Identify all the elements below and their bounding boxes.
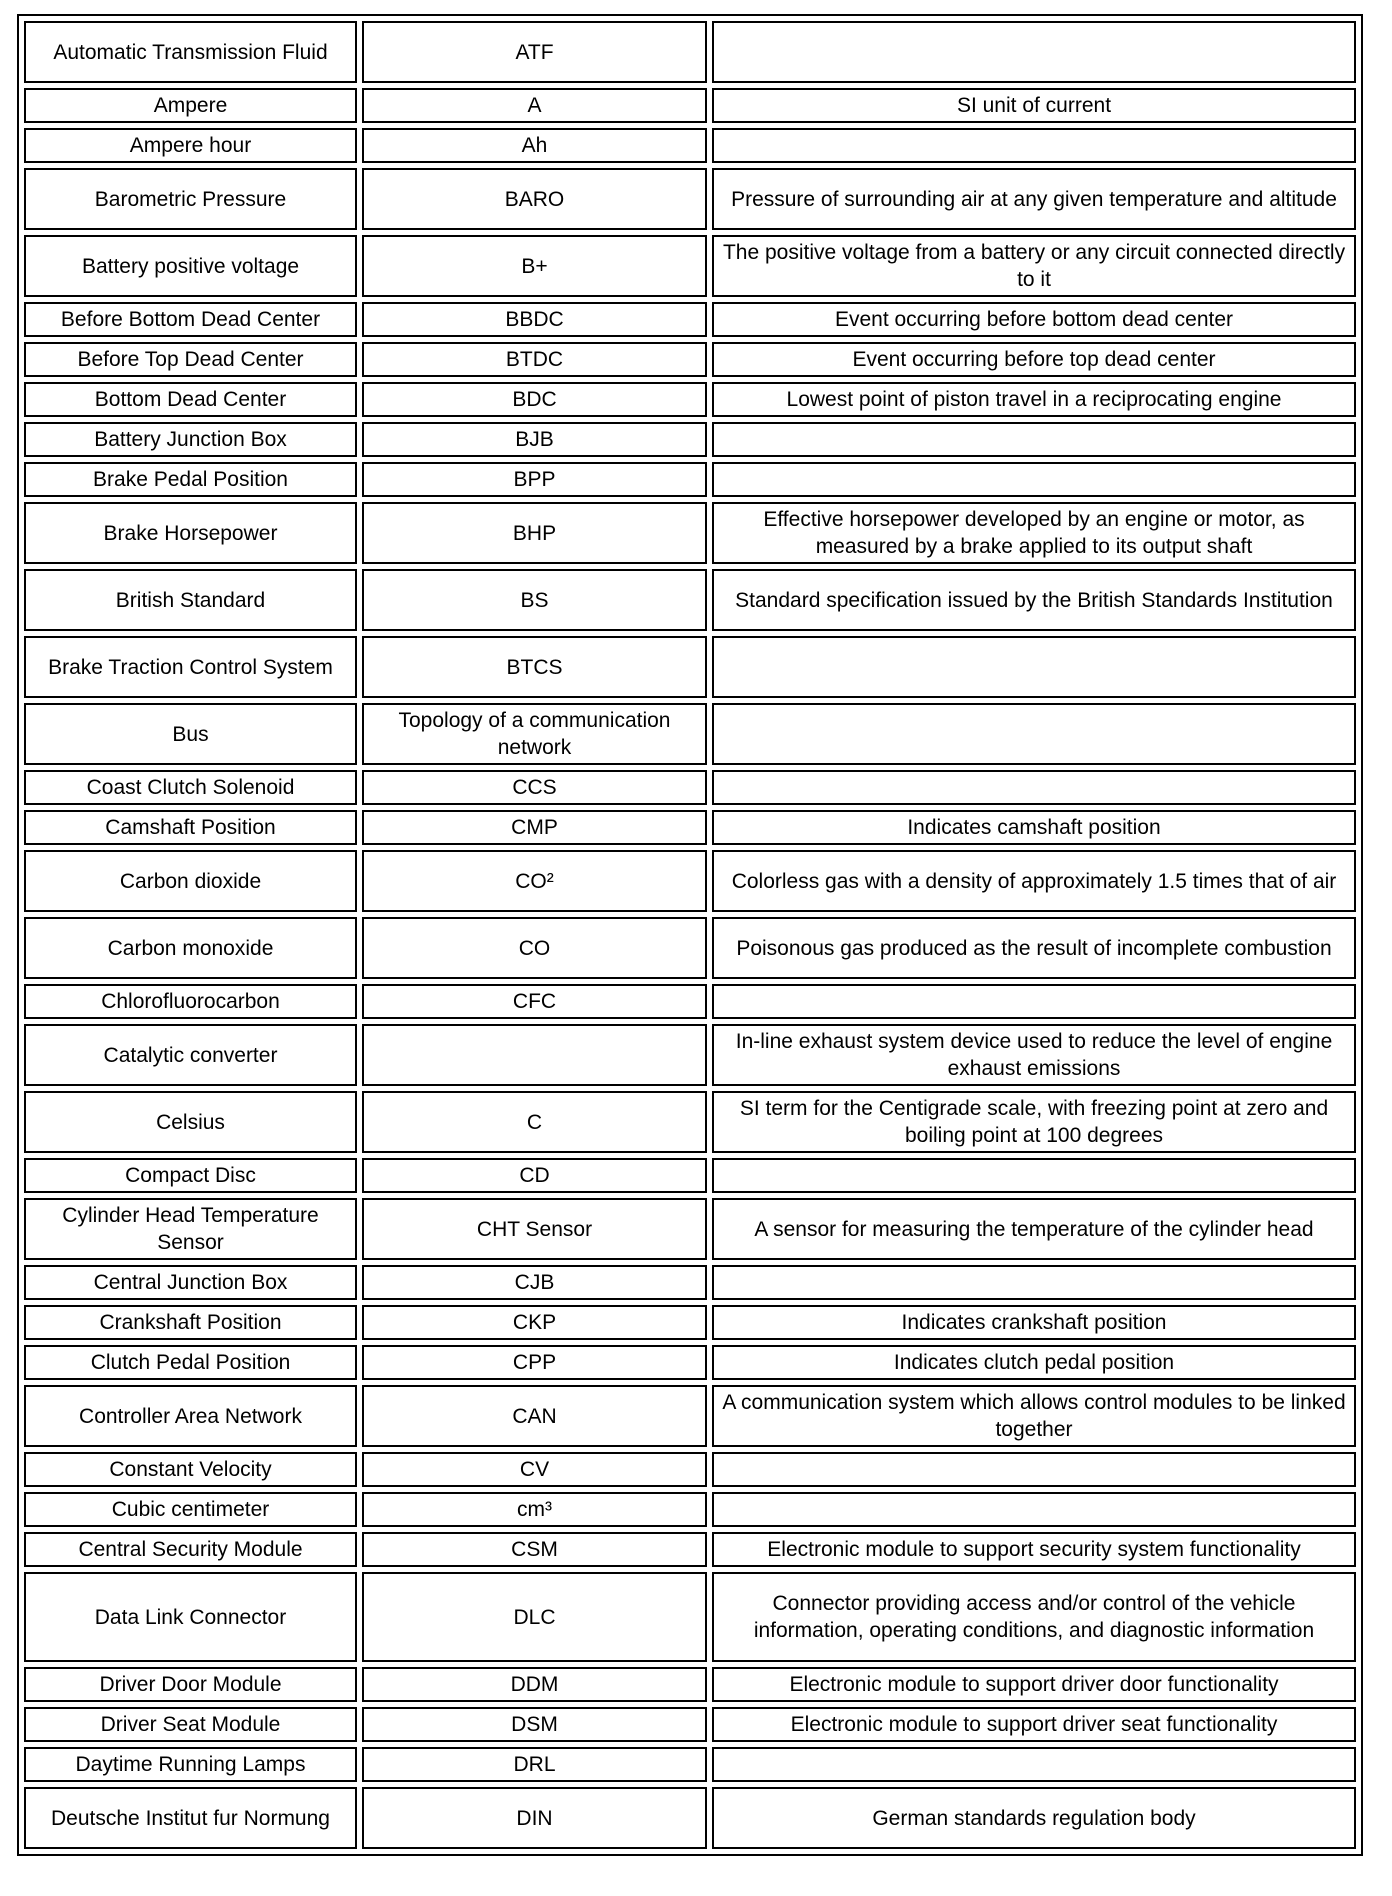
abbreviation-cell: BARO bbox=[362, 168, 707, 230]
term-cell: Ampere bbox=[24, 88, 357, 123]
term-cell: Cubic centimeter bbox=[24, 1492, 357, 1527]
table-row bbox=[24, 1385, 1356, 1447]
table-row bbox=[24, 1747, 1356, 1782]
abbreviation-cell: CHT Sensor bbox=[362, 1198, 707, 1260]
abbreviation-cell: BPP bbox=[362, 462, 707, 497]
term-cell: Ampere hour bbox=[24, 128, 357, 163]
abbreviations-table-frame bbox=[17, 14, 1363, 1856]
table-row bbox=[24, 422, 1356, 457]
term-cell: Brake Horsepower bbox=[24, 502, 357, 564]
description-cell bbox=[712, 128, 1356, 163]
term-cell: Before Top Dead Center bbox=[24, 342, 357, 377]
description-cell bbox=[712, 636, 1356, 698]
term-cell: Cylinder Head Temperature Sensor bbox=[24, 1198, 357, 1260]
table-row bbox=[24, 1572, 1356, 1662]
abbreviation-cell: DLC bbox=[362, 1572, 707, 1662]
term-cell: Camshaft Position bbox=[24, 810, 357, 845]
table-row bbox=[24, 1532, 1356, 1567]
table-row bbox=[24, 984, 1356, 1019]
description-cell: Colorless gas with a density of approximately 1.5 times that of air bbox=[712, 850, 1356, 912]
description-cell bbox=[712, 984, 1356, 1019]
description-cell: Indicates camshaft position bbox=[712, 810, 1356, 845]
table-row bbox=[24, 235, 1356, 297]
description-cell: Indicates crankshaft position bbox=[712, 1305, 1356, 1340]
term-cell: Battery positive voltage bbox=[24, 235, 357, 297]
table-row bbox=[24, 1305, 1356, 1340]
term-cell: Bus bbox=[24, 703, 357, 765]
table-row bbox=[24, 168, 1356, 230]
table-row bbox=[24, 1452, 1356, 1487]
abbreviation-cell: B+ bbox=[362, 235, 707, 297]
abbreviation-cell: BDC bbox=[362, 382, 707, 417]
table-row bbox=[24, 1091, 1356, 1153]
table-row bbox=[24, 1707, 1356, 1742]
table-row bbox=[24, 382, 1356, 417]
table-row bbox=[24, 88, 1356, 123]
term-cell: Data Link Connector bbox=[24, 1572, 357, 1662]
description-cell: Lowest point of piston travel in a reciprocating engine bbox=[712, 382, 1356, 417]
description-cell bbox=[712, 1452, 1356, 1487]
table-row bbox=[24, 342, 1356, 377]
description-cell: Indicates clutch pedal position bbox=[712, 1345, 1356, 1380]
term-cell: Controller Area Network bbox=[24, 1385, 357, 1447]
term-cell: Celsius bbox=[24, 1091, 357, 1153]
table-row bbox=[24, 917, 1356, 979]
description-cell: The positive voltage from a battery or any circuit connected directly to it bbox=[712, 235, 1356, 297]
description-cell: Event occurring before bottom dead center bbox=[712, 302, 1356, 337]
abbreviation-cell: BBDC bbox=[362, 302, 707, 337]
abbreviation-cell: DSM bbox=[362, 1707, 707, 1742]
table-row bbox=[24, 810, 1356, 845]
abbreviation-cell: DIN bbox=[362, 1787, 707, 1849]
abbreviation-cell: CSM bbox=[362, 1532, 707, 1567]
term-cell: Brake Traction Control System bbox=[24, 636, 357, 698]
table-row bbox=[24, 703, 1356, 765]
abbreviation-cell: BJB bbox=[362, 422, 707, 457]
description-cell: Effective horsepower developed by an engine or motor, as measured by a brake applied to its output shaft bbox=[712, 502, 1356, 564]
abbreviation-cell: C bbox=[362, 1091, 707, 1153]
abbreviation-cell: CMP bbox=[362, 810, 707, 845]
abbreviation-cell: CKP bbox=[362, 1305, 707, 1340]
abbreviations-table bbox=[19, 16, 1361, 1854]
table-row bbox=[24, 1345, 1356, 1380]
table-row bbox=[24, 302, 1356, 337]
description-cell bbox=[712, 1265, 1356, 1300]
abbreviation-cell: A bbox=[362, 88, 707, 123]
abbreviation-cell: DRL bbox=[362, 1747, 707, 1782]
table-row bbox=[24, 1198, 1356, 1260]
table-row bbox=[24, 128, 1356, 163]
description-cell: Pressure of surrounding air at any given temperature and altitude bbox=[712, 168, 1356, 230]
term-cell: Battery Junction Box bbox=[24, 422, 357, 457]
abbreviation-cell: CV bbox=[362, 1452, 707, 1487]
description-cell: German standards regulation body bbox=[712, 1787, 1356, 1849]
table-row bbox=[24, 1492, 1356, 1527]
term-cell: Coast Clutch Solenoid bbox=[24, 770, 357, 805]
description-cell: Standard specification issued by the British Standards Institution bbox=[712, 569, 1356, 631]
abbreviation-cell: CD bbox=[362, 1158, 707, 1193]
term-cell: Constant Velocity bbox=[24, 1452, 357, 1487]
abbreviation-cell: CJB bbox=[362, 1265, 707, 1300]
abbreviation-cell: BTDC bbox=[362, 342, 707, 377]
term-cell: Clutch Pedal Position bbox=[24, 1345, 357, 1380]
abbreviation-cell: CO bbox=[362, 917, 707, 979]
table-row bbox=[24, 462, 1356, 497]
term-cell: British Standard bbox=[24, 569, 357, 631]
abbreviation-cell: BS bbox=[362, 569, 707, 631]
abbreviation-cell: DDM bbox=[362, 1667, 707, 1702]
term-cell: Deutsche Institut fur Normung bbox=[24, 1787, 357, 1849]
abbreviation-cell: CPP bbox=[362, 1345, 707, 1380]
table-row bbox=[24, 1158, 1356, 1193]
table-row bbox=[24, 1667, 1356, 1702]
description-cell: SI term for the Centigrade scale, with freezing point at zero and boiling point at 100 degrees bbox=[712, 1091, 1356, 1153]
table-row bbox=[24, 569, 1356, 631]
description-cell: Electronic module to support driver door functionality bbox=[712, 1667, 1356, 1702]
abbreviation-cell bbox=[362, 1024, 707, 1086]
abbreviation-cell: CCS bbox=[362, 770, 707, 805]
description-cell: SI unit of current bbox=[712, 88, 1356, 123]
term-cell: Driver Seat Module bbox=[24, 1707, 357, 1742]
description-cell: Electronic module to support security system functionality bbox=[712, 1532, 1356, 1567]
description-cell: In-line exhaust system device used to reduce the level of engine exhaust emissions bbox=[712, 1024, 1356, 1086]
description-cell bbox=[712, 1492, 1356, 1527]
description-cell: A sensor for measuring the temperature of the cylinder head bbox=[712, 1198, 1356, 1260]
term-cell: Automatic Transmission Fluid bbox=[24, 21, 357, 83]
table-row bbox=[24, 21, 1356, 83]
term-cell: Central Security Module bbox=[24, 1532, 357, 1567]
description-cell bbox=[712, 1747, 1356, 1782]
term-cell: Barometric Pressure bbox=[24, 168, 357, 230]
table-row bbox=[24, 850, 1356, 912]
table-row bbox=[24, 636, 1356, 698]
term-cell: Brake Pedal Position bbox=[24, 462, 357, 497]
abbreviation-cell: ATF bbox=[362, 21, 707, 83]
description-cell: Poisonous gas produced as the result of incomplete combustion bbox=[712, 917, 1356, 979]
description-cell bbox=[712, 422, 1356, 457]
description-cell bbox=[712, 21, 1356, 83]
description-cell: A communication system which allows control modules to be linked together bbox=[712, 1385, 1356, 1447]
abbreviation-cell: CFC bbox=[362, 984, 707, 1019]
table-row bbox=[24, 502, 1356, 564]
table-row bbox=[24, 1787, 1356, 1849]
description-cell bbox=[712, 703, 1356, 765]
term-cell: Crankshaft Position bbox=[24, 1305, 357, 1340]
term-cell: Chlorofluorocarbon bbox=[24, 984, 357, 1019]
description-cell bbox=[712, 462, 1356, 497]
abbreviation-cell: Ah bbox=[362, 128, 707, 163]
description-cell: Event occurring before top dead center bbox=[712, 342, 1356, 377]
description-cell bbox=[712, 770, 1356, 805]
description-cell bbox=[712, 1158, 1356, 1193]
term-cell: Catalytic converter bbox=[24, 1024, 357, 1086]
abbreviation-cell: Topology of a communication network bbox=[362, 703, 707, 765]
term-cell: Compact Disc bbox=[24, 1158, 357, 1193]
description-cell: Connector providing access and/or control of the vehicle information, operating conditions, and diagnostic information bbox=[712, 1572, 1356, 1662]
term-cell: Daytime Running Lamps bbox=[24, 1747, 357, 1782]
abbreviation-cell: cm³ bbox=[362, 1492, 707, 1527]
term-cell: Central Junction Box bbox=[24, 1265, 357, 1300]
term-cell: Before Bottom Dead Center bbox=[24, 302, 357, 337]
term-cell: Carbon monoxide bbox=[24, 917, 357, 979]
abbreviation-cell: BTCS bbox=[362, 636, 707, 698]
term-cell: Bottom Dead Center bbox=[24, 382, 357, 417]
term-cell: Carbon dioxide bbox=[24, 850, 357, 912]
abbreviation-cell: CO² bbox=[362, 850, 707, 912]
description-cell: Electronic module to support driver seat functionality bbox=[712, 1707, 1356, 1742]
term-cell: Driver Door Module bbox=[24, 1667, 357, 1702]
abbreviation-cell: BHP bbox=[362, 502, 707, 564]
table-row bbox=[24, 1265, 1356, 1300]
table-row bbox=[24, 770, 1356, 805]
table-row bbox=[24, 1024, 1356, 1086]
abbreviation-cell: CAN bbox=[362, 1385, 707, 1447]
